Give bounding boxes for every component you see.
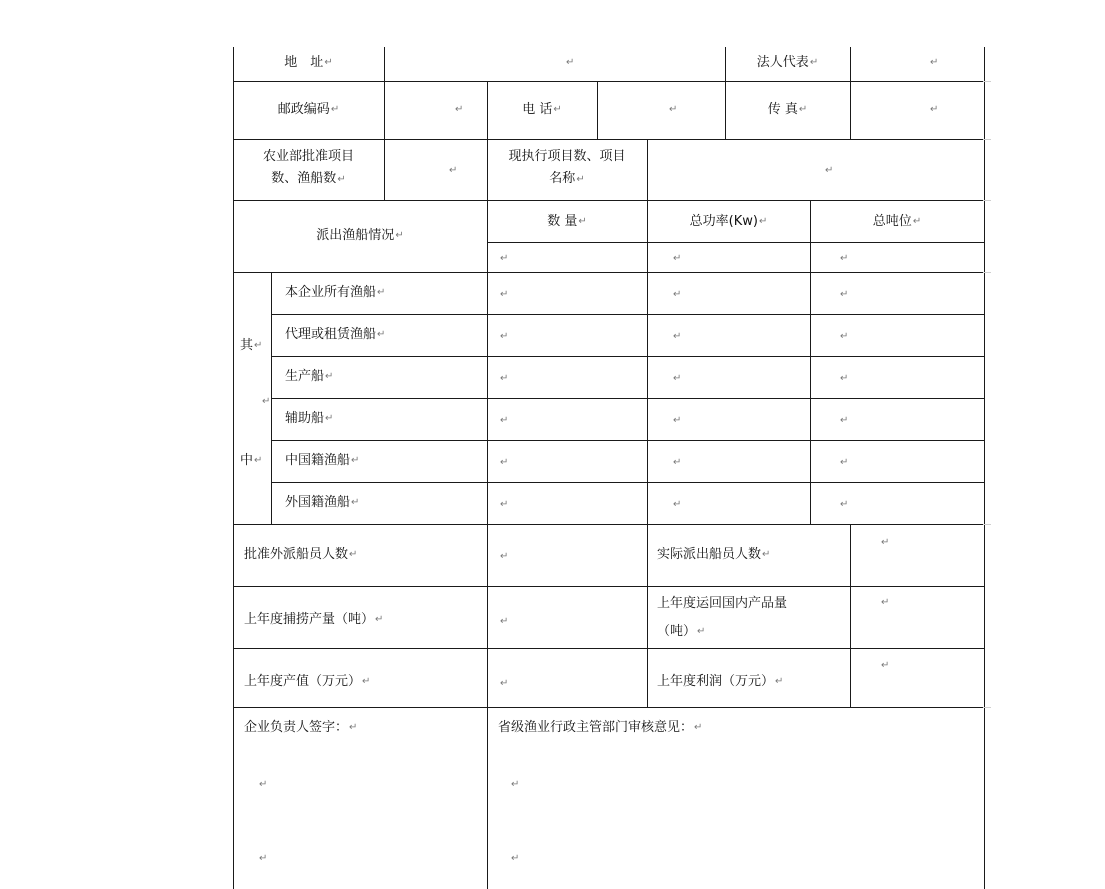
row-leased-vessels-label: 代理或租赁渔船 ↵ — [285, 327, 386, 342]
review-label: 省级渔业行政主管部门审核意见： ↵ — [498, 720, 703, 735]
current-projects-label: 现执行项目数、项目 名称↵ — [508, 149, 626, 186]
group-return-mark: ↵ — [262, 396, 271, 407]
rule — [233, 200, 984, 201]
postcode-value[interactable]: ↵ — [455, 104, 464, 115]
signature-line-2[interactable]: ↵ — [259, 853, 268, 864]
current-projects-value[interactable]: ↵ — [825, 165, 834, 176]
rule — [233, 139, 984, 140]
approved-projects-value[interactable]: ↵ — [449, 165, 458, 176]
rule — [271, 440, 984, 441]
rule — [850, 47, 851, 139]
row-production-vessels-label: 生产船 ↵ — [285, 369, 334, 384]
row-production-quantity[interactable]: ↵ — [500, 373, 509, 384]
row-chinese-vessels-label: 中国籍渔船 ↵ — [285, 453, 360, 468]
legal-rep-label: 法人代表 ↵ — [756, 55, 819, 70]
row-leased-power[interactable]: ↵ — [673, 331, 682, 342]
col-tonnage-header: 总吨位 ↵ — [872, 214, 922, 229]
last-shipped-value[interactable]: ↵ — [881, 597, 890, 608]
rule — [487, 242, 984, 243]
rule — [810, 200, 811, 524]
total-tonnage-value[interactable]: ↵ — [840, 253, 849, 264]
phone-value[interactable]: ↵ — [669, 104, 678, 115]
row-chinese-power[interactable]: ↵ — [673, 457, 682, 468]
edge-tick — [983, 200, 991, 201]
postcode-label: 邮政编码 ↵ — [277, 102, 340, 117]
last-profit-label: 上年度利润（万元） ↵ — [657, 674, 784, 689]
rule — [271, 398, 984, 399]
group-char-qi: 其 ↵ — [240, 338, 263, 353]
address-label: 地 址 ↵ — [284, 55, 333, 70]
rule — [271, 272, 272, 524]
group-char-zhong: 中 ↵ — [240, 453, 263, 468]
row-auxiliary-power[interactable]: ↵ — [673, 415, 682, 426]
edge-tick — [983, 139, 991, 140]
row-foreign-vessels-label: 外国籍渔船 ↵ — [285, 495, 360, 510]
row-production-power[interactable]: ↵ — [673, 373, 682, 384]
row-leased-tonnage[interactable]: ↵ — [840, 331, 849, 342]
row-own-vessels-label: 本企业所有渔船 ↵ — [285, 285, 386, 300]
rule — [647, 139, 648, 524]
review-line-2[interactable]: ↵ — [511, 853, 520, 864]
row-own-power[interactable]: ↵ — [673, 289, 682, 300]
approved-crew-label: 批准外派船员人数 ↵ — [244, 547, 358, 562]
rule — [233, 707, 984, 708]
rule — [597, 81, 598, 139]
fax-label: 传 真 ↵ — [767, 102, 808, 117]
last-shipped-label-line2: （吨） ↵ — [657, 624, 706, 639]
rule — [271, 482, 984, 483]
rule — [271, 314, 984, 315]
total-quantity-value[interactable]: ↵ — [500, 253, 509, 264]
row-production-tonnage[interactable]: ↵ — [840, 373, 849, 384]
signature-line-1[interactable]: ↵ — [259, 779, 268, 790]
row-foreign-tonnage[interactable]: ↵ — [840, 499, 849, 510]
fax-value[interactable]: ↵ — [930, 104, 939, 115]
col-power-header: 总功率(Kw) ↵ — [689, 214, 768, 229]
dispatch-label: 派出渔船情况 ↵ — [316, 228, 404, 243]
rule — [384, 47, 385, 200]
rule — [233, 81, 984, 82]
last-catch-label: 上年度捕捞产量（吨） ↵ — [244, 612, 384, 627]
address-value[interactable]: ↵ — [566, 57, 575, 68]
approved-crew-value[interactable]: ↵ — [500, 551, 509, 562]
review-line-1[interactable]: ↵ — [511, 779, 520, 790]
edge-tick — [983, 272, 991, 273]
actual-crew-value[interactable]: ↵ — [881, 537, 890, 548]
rule — [233, 586, 984, 587]
edge-tick — [983, 707, 991, 708]
row-auxiliary-quantity[interactable]: ↵ — [500, 415, 509, 426]
total-power-value[interactable]: ↵ — [673, 253, 682, 264]
edge-tick — [983, 81, 991, 82]
row-auxiliary-tonnage[interactable]: ↵ — [840, 415, 849, 426]
rule — [271, 356, 984, 357]
rule — [850, 524, 851, 707]
row-leased-quantity[interactable]: ↵ — [500, 331, 509, 342]
rule — [233, 524, 984, 525]
row-own-quantity[interactable]: ↵ — [500, 289, 509, 300]
phone-label: 电 话 ↵ — [522, 102, 562, 117]
row-chinese-quantity[interactable]: ↵ — [500, 457, 509, 468]
rule — [984, 47, 985, 889]
row-own-tonnage[interactable]: ↵ — [840, 289, 849, 300]
last-catch-value[interactable]: ↵ — [500, 616, 509, 627]
row-foreign-power[interactable]: ↵ — [673, 499, 682, 510]
rule — [647, 524, 648, 707]
row-auxiliary-vessels-label: 辅助船 ↵ — [285, 411, 334, 426]
col-quantity-header: 数 量 ↵ — [547, 214, 587, 229]
signature-label: 企业负责人签字： ↵ — [244, 720, 358, 735]
edge-tick — [983, 524, 991, 525]
rule — [233, 272, 984, 273]
row-foreign-quantity[interactable]: ↵ — [500, 499, 509, 510]
approved-projects-label: 农业部批准项目 数、渔船数↵ — [262, 149, 354, 186]
rule — [233, 648, 984, 649]
last-profit-value[interactable]: ↵ — [881, 660, 890, 671]
last-shipped-label-line1: 上年度运回国内产品量 — [657, 596, 788, 611]
last-output-label: 上年度产值（万元） ↵ — [244, 674, 371, 689]
legal-rep-value[interactable]: ↵ — [930, 57, 939, 68]
actual-crew-label: 实际派出船员人数 ↵ — [657, 547, 771, 562]
row-chinese-tonnage[interactable]: ↵ — [840, 457, 849, 468]
last-output-value[interactable]: ↵ — [500, 678, 509, 689]
rule — [487, 81, 488, 889]
